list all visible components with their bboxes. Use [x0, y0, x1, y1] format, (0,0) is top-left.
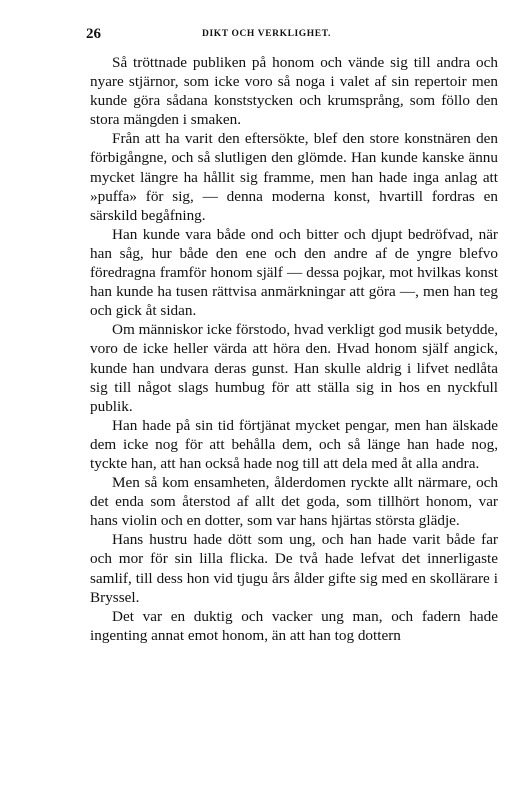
- paragraph: Han hade på sin tid förtjänat mycket pengar, men han älskade dem icke nog för att behålla dem, och så länge han hade nog, tyckte han, att han också hade nog till att dela med åt alla andra.: [90, 416, 498, 472]
- paragraph: Så tröttnade publiken på honom och vände sig till andra och nyare stjärnor, som icke voro så noga i valet af sin repertoir men kunde göra sådana konststycken och krumsprång, som föllo den stora mängden i smaken.: [90, 54, 498, 129]
- paragraph: Men så kom ensamheten, ålderdomen ryckte allt närmare, och det enda som återstod af allt det goda, som tillhört honom, var hans violin och en dotter, som var hans hjärtas största glädje.: [90, 474, 498, 530]
- paragraph: Hans hustru hade dött som ung, och han hade varit både far och mor för sin lilla flicka. De två hade lefvat det innerligaste samlif, till dess hon vid tjugu års ålder gifte sig med en skollärare i Bryssel.: [90, 531, 498, 606]
- page-number: 26: [86, 26, 101, 42]
- paragraph: Det var en duktig och vacker ung man, och fadern hade ingenting annat emot honom, än att han tog dottern: [90, 607, 498, 644]
- paragraph: Om människor icke förstodo, hvad verkligt god musik betydde, voro de icke heller värda att höra den. Hvad honom själf angick, kunde han undvara deras gunst. Han skulle aldrig i lifvet nedlåta sig till något slags humbug för att ställa sig in hos en nyckfull publik.: [90, 321, 498, 415]
- page-header: [86, 26, 498, 46]
- paragraph: Han kunde vara både ond och bitter och djupt bedröfvad, när han såg, hur både den ene och den andre af de yngre blefvo föredragna framför honom själf — dessa pojkar, mot hvilkas konst han kunde ha tusen rättvisa anmärkningar att göra —, men han teg och gick åt sidan.: [90, 225, 498, 320]
- body-text: [90, 53, 498, 645]
- paragraph: Från att ha varit den eftersökte, blef den store konstnären den förbigångne, och så slutligen den glömde. Han kunde kanske ännu mycket längre ha hållit sig framme, men han hade inga anlag att »puffa» för sig, — denna moderna konst, hvartill fordras en särskild begåfning.: [90, 130, 498, 224]
- running-head: DIKT OCH VERKLIGHET.: [202, 29, 331, 39]
